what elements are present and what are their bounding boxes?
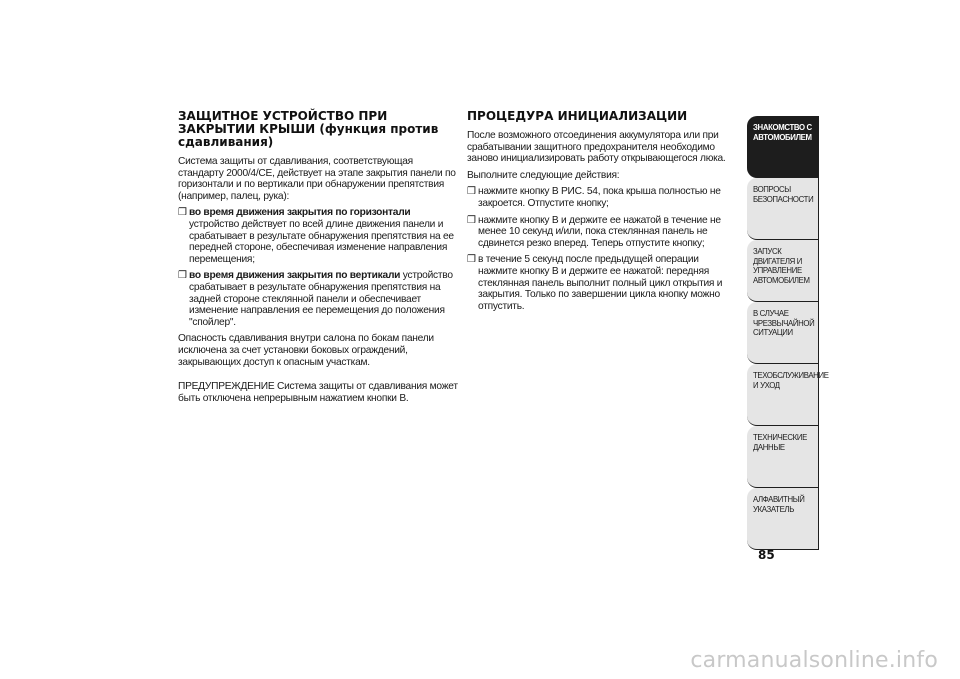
tab-technical-data[interactable] xyxy=(747,426,819,488)
tab-label: ЗАПУСК ДВИГАТЕЛЯ И УПРАВЛЕНИЕ АВТОМОБИЛЕМ xyxy=(753,247,810,285)
bullet-horizontal-bold: во время движения закрытия по горизонтали xyxy=(189,207,411,219)
bullet-box-icon: ❒ xyxy=(467,254,476,266)
step-3 xyxy=(467,254,739,312)
chapter-tabs xyxy=(747,116,829,550)
tab-emergency[interactable] xyxy=(747,302,819,364)
watermark: carmanualsonline.info xyxy=(690,648,938,673)
bullet-box-icon: ❒ xyxy=(178,207,187,219)
bullet-vertical-bold: во время движения закрытия по вертикали xyxy=(189,270,401,282)
tab-label: ЗНАКОМСТВО С АВТОМОБИЛЕМ xyxy=(753,123,812,142)
bullet-vertical xyxy=(178,270,460,328)
tab-safety[interactable] xyxy=(747,178,819,240)
step-2-text: нажмите кнопку B и держите ее нажатой в течение не менее 10 секунд и/или, пока стеклянная панель не сдвинется резко вперед. Теперь отпустите кнопку; xyxy=(478,214,721,249)
page-number: 85 xyxy=(758,548,775,562)
tab-label: ТЕХНИЧЕСКИЕ ДАННЫЕ xyxy=(753,433,807,452)
left-column xyxy=(178,110,460,404)
step-1 xyxy=(467,186,739,209)
initialization-intro: После возможного отсоединения аккумулятора или при срабатывании защитного предохранителя необходимо заново инициализировать работу открывающегося люка. xyxy=(467,130,726,165)
tab-label: ТЕХОБСЛУЖИВАНИЕ И УХОД xyxy=(753,371,829,390)
tab-label: ВОПРОСЫ БЕЗОПАСНОСТИ xyxy=(753,185,814,204)
pinch-danger-paragraph: Опасность сдавливания внутри салона по бокам панели исключена за счет установки боковых ограждений, закрывающих доступ к опасным участкам. xyxy=(178,333,434,368)
bullet-box-icon: ❒ xyxy=(467,214,476,226)
tab-starting-driving[interactable] xyxy=(747,240,819,302)
bullet-box-icon: ❒ xyxy=(467,186,476,198)
step-3-text: в течение 5 секунд после предыдущей операции нажмите кнопку B и держите ее нажатой: передняя стеклянная панель выполнит полный цикл открытия и закрытия. Только по завершении цикла кнопку можно отпустить. xyxy=(478,254,723,312)
bullet-horizontal xyxy=(178,207,460,265)
right-column xyxy=(467,110,739,312)
tab-getting-to-know[interactable] xyxy=(747,116,819,178)
tab-label: В СЛУЧАЕ ЧРЕЗВЫЧАЙНОЙ СИТУАЦИИ xyxy=(753,309,815,338)
bullet-vertical-text: устройство срабатывает в результате обнаружения препятствия на задней стороне стеклянной панели и обеспечивает изменение направления ее перемещения до положения "спойлер". xyxy=(189,270,453,328)
tab-maintenance[interactable] xyxy=(747,364,829,426)
step-2 xyxy=(467,215,739,250)
warning-paragraph: ПРЕДУПРЕЖДЕНИЕ Система защиты от сдавливания может быть отключена непрерывным нажатием кнопки B. xyxy=(178,381,458,404)
bullet-horizontal-text: устройство действует по всей длине движения панели и срабатывает в результате обнаружения препятствия на ее передней стороне, обеспечивая изменение направления перемещения; xyxy=(189,218,454,265)
section-title-initialization: ПРОЦЕДУРА ИНИЦИАЛИЗАЦИИ xyxy=(467,109,688,123)
steps-intro: Выполните следующие действия: xyxy=(467,169,620,181)
step-1-text: нажмите кнопку B РИС. 54, пока крыша полностью не закроется. Отпустите кнопку; xyxy=(478,186,721,209)
tab-label: АЛФАВИТНЫЙ УКАЗАТЕЛЬ xyxy=(753,495,805,514)
tab-index[interactable] xyxy=(747,488,819,550)
anti-pinch-intro: Система защиты от сдавливания, соответствующая стандарту 2000/4/CE, действует на этапе закрытия панели по горизонтали и по вертикали при обнаружении препятствия (например, палец, рука): xyxy=(178,156,456,202)
bullet-box-icon: ❒ xyxy=(178,270,187,282)
section-title-anti-pinch: ЗАЩИТНОЕ УСТРОЙСТВО ПРИ ЗАКРЫТИИ КРЫШИ (функция против сдавливания) xyxy=(178,109,439,149)
